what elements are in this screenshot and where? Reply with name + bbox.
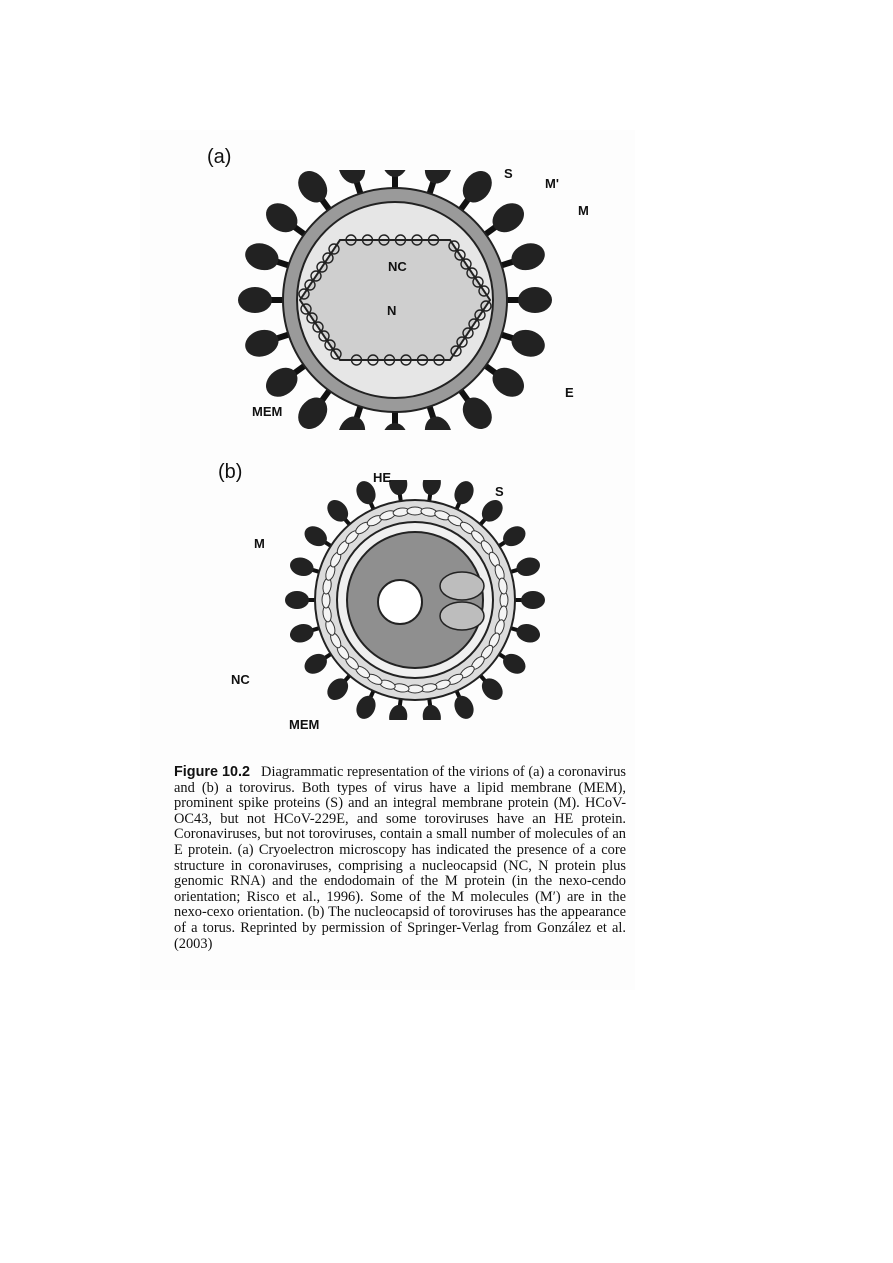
- torus-hole: [378, 580, 422, 624]
- spike-head: [288, 621, 316, 645]
- spike-head: [301, 650, 331, 678]
- spike-head: [508, 239, 548, 274]
- label-m-a: M: [578, 203, 589, 218]
- torus-cross-section-bottom: [440, 602, 484, 630]
- spike-head: [451, 480, 477, 507]
- spike-head: [242, 326, 282, 361]
- spike-head: [242, 239, 282, 274]
- label-s-b: S: [495, 484, 504, 499]
- torovirus-diagram: [240, 480, 590, 720]
- panel-b-label: (b): [218, 461, 243, 483]
- label-n: N: [387, 303, 397, 318]
- spike-head: [451, 693, 477, 720]
- spike-head: [382, 423, 408, 430]
- spike-head: [288, 555, 316, 579]
- torus-cross-section-top: [440, 572, 484, 600]
- spike-head: [499, 650, 529, 678]
- figure-caption: [174, 765, 626, 952]
- spike-head: [382, 170, 408, 177]
- spike-head: [334, 170, 369, 187]
- label-mem-b: MEM: [289, 717, 320, 732]
- panel-a-label: (a): [207, 146, 232, 168]
- label-nc-a: NC: [388, 259, 407, 274]
- caption-text: Diagrammatic representation of the virions of (a) a coronavirus and (b) a torovirus. Both types of virus have a lipid membrane (MEM), prominent spike proteins (S) and an integral membrane protein (M). HCoV-OC43, but not HCoV-229E, and some toroviruses have an HE protein. Coronaviruses, but not toroviruses, contain a small number of molecules of an E protein. (a) Cryoelectron microscopy has indicated the presence of a core structure in coronaviruses, comprising a nucleocapsid (NC, N protein plus genomic RNA) and the endodomain of the M protein (in the nexo-cendo orientation; Risco et al., 1996). Some of the M molecules (M′) are in the nexo-cexo orientation. (b) The nucleocapsid of toroviruses has the appearance of a torus. Reprinted by permission of Springer-Verlag from González et al. (2003): [174, 764, 626, 952]
- spike-head: [514, 621, 542, 645]
- spike-head: [421, 413, 456, 430]
- label-m-prime: M': [545, 176, 559, 191]
- spike-head: [388, 704, 409, 720]
- spike-head: [301, 522, 331, 550]
- label-mem-a: MEM: [252, 404, 283, 419]
- figure-number: Figure 10.2: [174, 764, 251, 780]
- label-e: E: [565, 385, 574, 400]
- spike-head: [421, 170, 456, 187]
- core-hexagon: [300, 240, 490, 360]
- spike-head: [353, 693, 379, 720]
- spike-head: [521, 591, 545, 609]
- label-m-b: M: [254, 536, 265, 551]
- spike-head: [518, 287, 552, 313]
- spike-head: [421, 480, 442, 496]
- spike-head: [499, 522, 529, 550]
- spike-head: [285, 591, 309, 609]
- label-s-a: S: [504, 166, 513, 181]
- label-he: HE: [373, 470, 392, 485]
- spike-head: [421, 704, 442, 720]
- spike-head: [238, 287, 272, 313]
- spike-head: [514, 555, 542, 579]
- spike-head: [334, 413, 369, 430]
- label-nc-b: NC: [231, 672, 250, 687]
- spike-head: [508, 326, 548, 361]
- coronavirus-diagram: [200, 170, 600, 430]
